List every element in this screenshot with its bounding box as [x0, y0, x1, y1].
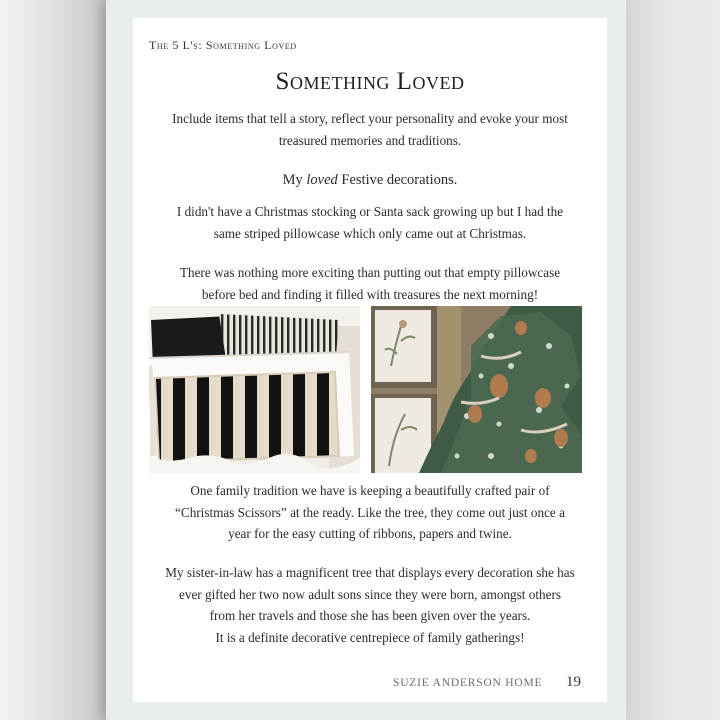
footer-brand: SUZIE ANDERSON HOME [393, 677, 543, 689]
christmas-tree-photo [371, 306, 582, 473]
pillows-photo [149, 306, 360, 473]
paragraph-line: My sister-in-law has a magnificent tree that displays every decoration she has [165, 565, 575, 580]
subheading-after: Festive decorations. [337, 172, 458, 188]
paragraph-line: ever gifted her two now adult sons since they were born, amongst others [179, 586, 561, 602]
paragraph-line: It is a definite decorative centrepiece of family gatherings! [215, 629, 525, 645]
intro-line: Include items that tell a story, reflect your personality and evoke your most [172, 111, 568, 126]
subheading-before: My [282, 172, 307, 188]
subheading-emphasis: loved [306, 172, 338, 188]
backdrop-shadow [0, 0, 110, 720]
paragraph-line: One family tradition we have is keeping a beautifully crafted pair of [190, 483, 550, 498]
backdrop-right [626, 0, 720, 720]
paragraph-line: same striped pillowcase which only came out at Christmas. [213, 225, 527, 241]
paragraph-line: year for the easy cutting of ribbons, papers and twine. [228, 526, 512, 541]
paragraph-line: before bed and finding it filled with treasures the next morning! [201, 286, 539, 302]
intro-paragraph [139, 108, 601, 151]
book-page [133, 18, 607, 702]
subheading [139, 170, 601, 192]
page-title: Something Loved [275, 68, 465, 95]
paragraph-line: “Christmas Scissors” at the ready. Like the tree, they come out just once a [175, 504, 565, 520]
intro-line: treasured memories and traditions. [278, 132, 462, 148]
running-head: The 5 L's: Something Loved [149, 38, 297, 52]
paragraph-line: There was nothing more exciting than putting out that empty pillowcase [179, 265, 561, 280]
paragraph-scissors [139, 480, 601, 545]
paragraph-sister-tree [139, 562, 601, 648]
paragraph-line: from her travels and those she has been given over the years. [209, 608, 531, 623]
paragraph-line: I didn't have a Christmas stocking or Santa sack growing up but I had the [176, 204, 564, 219]
page-number: 19 [566, 674, 581, 690]
paragraph-stocking [139, 201, 601, 244]
paragraph-pillowcase [139, 262, 601, 305]
